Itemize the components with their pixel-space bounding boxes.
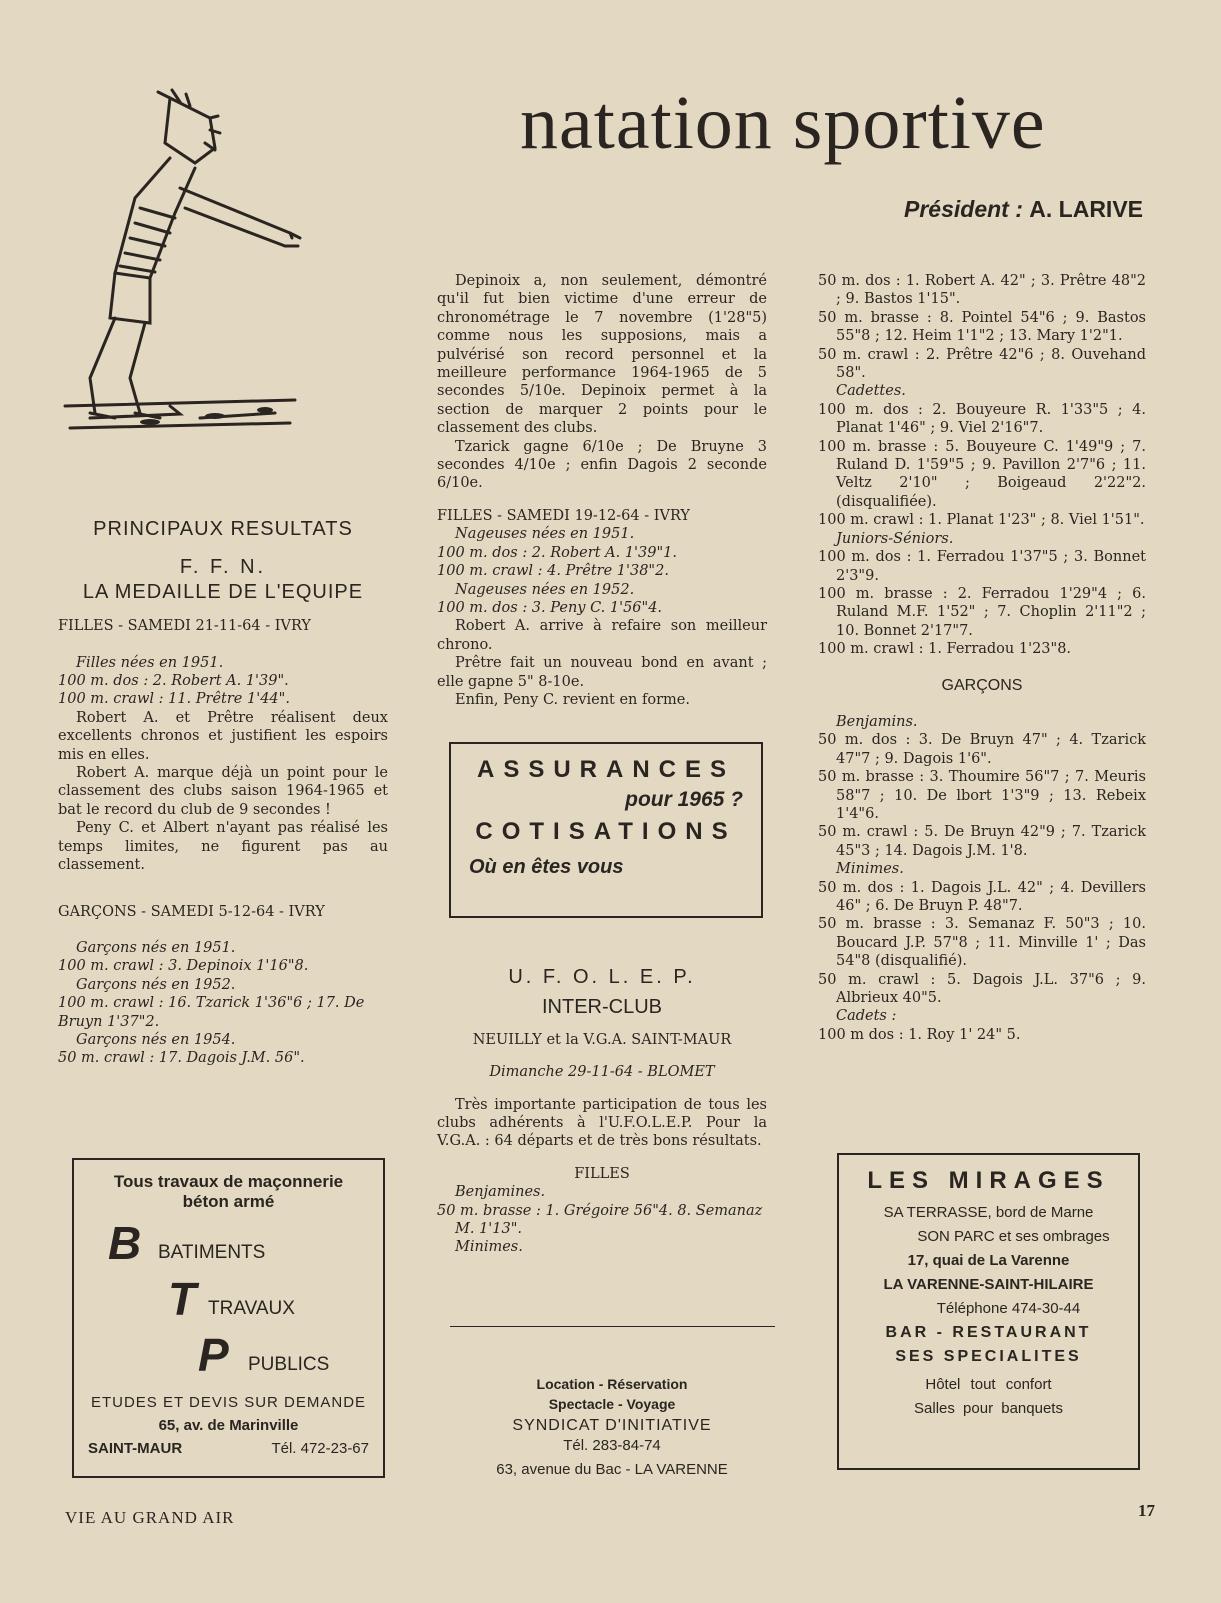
col3-line: 50 m. dos : 1. Robert A. 42" ; 3. Prêtre 48"2 ; 9. Bastos 1'15". — [818, 273, 1146, 308]
btp-row — [88, 1329, 369, 1390]
btp-address: 65, av. de Marinville — [158, 1417, 299, 1434]
col3-line: 100 m. brasse : 5. Bouyeure C. 1'49"9 ; 7. Ruland D. 1'59"5 ; 9. Pavillon 2'7"6 ; 11. Veltz 2'10" ; Boigeaud 2'22"2. (disqualifiée). — [818, 438, 1146, 510]
col2-filles-line: Nageuses nées en 1951. — [455, 526, 635, 543]
col2-filles-line: 100 m. dos : 2. Robert A. 1'39"1. — [437, 544, 677, 561]
mirages-line4: LA VARENNE-SAINT-HILAIRE — [883, 1276, 1094, 1293]
mirages-line3: 17, quai de La Varenne — [907, 1252, 1070, 1269]
filles-line: Robert A. et Prêtre réalisent deux excellents chronos et justifient les espoirs mis en elles. — [58, 709, 388, 763]
ufolep-filles-line: Minimes. — [455, 1239, 523, 1256]
filles-line: Peny C. et Albert n'ayant pas réalisé les temps limites, ne figurent pas au classement. — [58, 820, 388, 874]
col2-filles-line: Nageuses nées en 1952. — [455, 581, 635, 598]
col2-filles-heading: FILLES - SAMEDI 19-12-64 - IVRY — [437, 507, 690, 524]
filles-line: Robert A. marque déjà un point pour le classement des clubs saison 1964-1965 et bat le record du club de 9 secondes ! — [58, 765, 388, 818]
col3-line: 100 m. crawl : 1. Ferradou 1'23"8. — [818, 641, 1072, 658]
btp-letter-t: T — [168, 1273, 197, 1325]
filles-heading: FILLES - SAMEDI 21-11-64 - IVRY — [58, 618, 311, 635]
mirages-line8: Hôtel tout confort — [925, 1376, 1052, 1393]
col2-paragraph: Tzarick gagne 6/10e ; De Bruyne 3 secondes 4/10e ; enfin Dagois 2 seconde 6/10e. — [437, 438, 767, 492]
president-line — [904, 196, 1143, 223]
ad-btp — [72, 1158, 385, 1478]
mirages-line9: Salles pour banquets — [914, 1400, 1063, 1417]
col3-line: 50 m. dos : 3. De Bruyn 47" ; 4. Tzarick 47"7 ; 9. Dagois 1'6". — [818, 732, 1146, 767]
main-heading: PRINCIPAUX RESULTATS — [93, 518, 353, 540]
col3-line: Benjamins. — [836, 713, 918, 730]
mirages-line5: Téléphone 474-30-44 — [936, 1300, 1081, 1317]
assurances-line2: pour 1965 ? — [625, 788, 743, 811]
footer-magazine: VIE AU GRAND AIR — [65, 1508, 235, 1527]
neuilly-line: NEUILLY et la V.G.A. SAINT-MAUR — [472, 1031, 732, 1048]
syndicat-line2: Spectacle - Voyage — [548, 1396, 676, 1412]
btp-word-batiments: BATIMENTS — [158, 1242, 266, 1263]
column-1 — [58, 520, 388, 1068]
col3-line: 100 m. dos : 1. Ferradou 1'37"5 ; 3. Bonnet 2'3"9. — [818, 549, 1146, 584]
garcons-line: Garçons nés en 1954. — [76, 1031, 236, 1048]
ufolep-filles-heading: FILLES — [574, 1165, 630, 1182]
col3-line: 100 m. dos : 2. Bouyeure R. 1'33"5 ; 4. Planat 1'46" ; 9. Viel 2'16"7. — [818, 401, 1146, 437]
ad-assurances — [449, 742, 763, 918]
btp-line1: Tous travaux de maçonnerie — [113, 1172, 344, 1191]
syndicat-line4: Tél. 283-84-74 — [563, 1437, 661, 1454]
btp-contact — [88, 1440, 369, 1457]
divider-line — [450, 1326, 775, 1327]
interclub-heading: INTER-CLUB — [541, 996, 662, 1019]
garcons-line: Garçons nés en 1952. — [76, 976, 236, 993]
ad-syndicat — [437, 1374, 787, 1480]
ufolep-filles-line: Benjamines. — [455, 1184, 546, 1201]
mirages-line1: SA TERRASSE, bord de Marne — [883, 1204, 1094, 1221]
column-3 — [818, 272, 1146, 1044]
ffn-heading: F. F. N. — [179, 556, 267, 579]
filles-line: 100 m. dos : 2. Robert A. 1'39". — [58, 673, 289, 690]
btp-word-publics: PUBLICS — [248, 1354, 330, 1375]
filles-line: Filles nées en 1951. — [76, 654, 224, 671]
col2-filles-line: Robert A. arrive à refaire son meilleur chrono. — [437, 618, 767, 653]
assurances-line1: ASSURANCES — [476, 756, 736, 783]
diver-illustration — [60, 88, 310, 458]
col3-line: Minimes. — [836, 861, 904, 878]
garcons-line: 50 m. crawl : 17. Dagois J.M. 56". — [58, 1050, 305, 1067]
col3-line: Cadets : — [836, 1008, 897, 1025]
col3-line: 50 m. brasse : 8. Pointel 54"6 ; 9. Bastos 55"8 ; 12. Heim 1'1"2 ; 13. Mary 1'2"1. — [818, 309, 1146, 345]
president-label: Président : — [904, 196, 1023, 222]
col2-filles-line: Prêtre fait un nouveau bond en avant ; elle gapne 5" 8-10e. — [437, 655, 767, 690]
btp-letter-p: P — [198, 1329, 229, 1381]
page-number: 17 — [1138, 1501, 1155, 1520]
ad-mirages — [837, 1153, 1140, 1470]
col3-line: 50 m. brasse : 3. Semanaz F. 50"3 ; 10. Boucard J.P. 57"8 ; 11. Minville 1' ; Das 54"8 (disqualifié). — [818, 916, 1146, 970]
medaille-heading: LA MEDAILLE DE L'EQUIPE — [82, 580, 364, 603]
col3-line: Cadettes. — [836, 383, 906, 400]
btp-letter-b: B — [108, 1217, 142, 1269]
garcons-line: 100 m. crawl : 16. Tzarick 1'36"6 ; 17. De Bruyn 1'37"2. — [58, 995, 365, 1030]
col3-line: Juniors-Séniors. — [836, 530, 954, 547]
col3-line: 50 m. crawl : 5. Dagois J.L. 37"6 ; 9. Albrieux 40"5. — [818, 971, 1146, 1007]
col3-line: 50 m. dos : 1. Dagois J.L. 42" ; 4. Devillers 46" ; 6. De Bruyn P. 48"7. — [818, 879, 1146, 914]
column-2 — [437, 272, 767, 709]
btp-tel: Tél. 472-23-67 — [271, 1440, 369, 1457]
mirages-line7: SES SPECIALITES — [895, 1348, 1082, 1365]
garcons-line: 100 m. crawl : 3. Depinoix 1'16"8. — [58, 958, 309, 975]
col3-garcons-heading: GARÇONS — [941, 676, 1023, 694]
btp-line2: béton armé — [182, 1192, 275, 1211]
ufolep-section — [437, 968, 767, 1257]
ufolep-intro: Très importante participation de tous les clubs adhérents à l'U.F.O.L.E.P. Pour la V.G.A. : 64 départs et de très bons résultats. — [437, 1096, 767, 1150]
mirages-title: LES MIRAGES — [867, 1167, 1110, 1194]
col2-filles-line: 100 m. dos : 3. Peny C. 1'56"4. — [437, 599, 663, 616]
btp-row — [88, 1217, 369, 1278]
page-title: natation sportive — [520, 81, 1046, 165]
col2-filles-line: 100 m. crawl : 4. Prêtre 1'38"2. — [437, 563, 669, 580]
col3-line: 100 m. crawl : 1. Planat 1'23" ; 8. Viel 1'51". — [818, 512, 1145, 529]
dimanche-line: Dimanche 29-11-64 - BLOMET — [489, 1064, 715, 1081]
btp-city: SAINT-MAUR — [88, 1440, 183, 1457]
col3-line: 50 m. crawl : 2. Prêtre 42"6 ; 8. Ouvehand 58". — [818, 346, 1146, 382]
syndicat-line3: SYNDICAT D'INITIATIVE — [512, 1417, 712, 1434]
assurances-line4: Où en êtes vous — [469, 856, 624, 878]
btp-etudes: ETUDES ET DEVIS SUR DEMANDE — [90, 1394, 367, 1411]
mirages-line2: SON PARC et ses ombrages — [917, 1228, 1110, 1245]
ufolep-filles-line: 50 m. brasse : 1. Grégoire 56"4. 8. Semanaz M. 1'13". — [437, 1202, 763, 1238]
btp-row — [88, 1273, 369, 1334]
garcons-line: Garçons nés en 1951. — [76, 939, 236, 956]
syndicat-line5: 63, avenue du Bac - LA VARENNE — [496, 1461, 728, 1478]
col3-line: 50 m. crawl : 5. De Bruyn 42"9 ; 7. Tzarick 45"3 ; 14. Dagois J.M. 1'8. — [818, 824, 1146, 859]
syndicat-line1: Location - Réservation — [536, 1376, 688, 1392]
filles-line: 100 m. crawl : 11. Prêtre 1'44". — [58, 691, 290, 708]
col2-paragraph: Depinoix a, non seulement, démontré qu'il fut bien victime d'une erreur de chronométrage le 7 novembre (1'28"5) comme nous les supposions, mais a pulvérisé son record personnel et la meilleure performance 1964-1965 de 5 secondes 5/10e. Depinoix permet à la section de marquer 2 points pour le classement des clubs. — [437, 273, 767, 437]
col3-line: 100 m dos : 1. Roy 1' 24" 5. — [818, 1026, 1021, 1043]
president-name: A. LARIVE — [1029, 196, 1143, 222]
garcons-heading: GARÇONS - SAMEDI 5-12-64 - IVRY — [58, 903, 325, 920]
mirages-line6: BAR - RESTAURANT — [885, 1324, 1092, 1341]
col3-line: 100 m. brasse : 2. Ferradou 1'29"4 ; 6. Ruland M.F. 1'52" ; 7. Choplin 2'11"2 ; 10. Bonnet 2'17"7. — [818, 585, 1146, 639]
assurances-line3: COTISATIONS — [475, 818, 737, 845]
col3-line: 50 m. brasse : 3. Thoumire 56"7 ; 7. Meuris 58"7 ; 10. De lbort 1'3"9 ; 13. Rebeix 1'4"6. — [818, 769, 1146, 822]
ufolep-heading: U. F. O. L. E. P. — [508, 966, 696, 988]
btp-word-travaux: TRAVAUX — [208, 1298, 295, 1319]
col2-filles-line: Enfin, Peny C. revient en forme. — [455, 691, 690, 708]
